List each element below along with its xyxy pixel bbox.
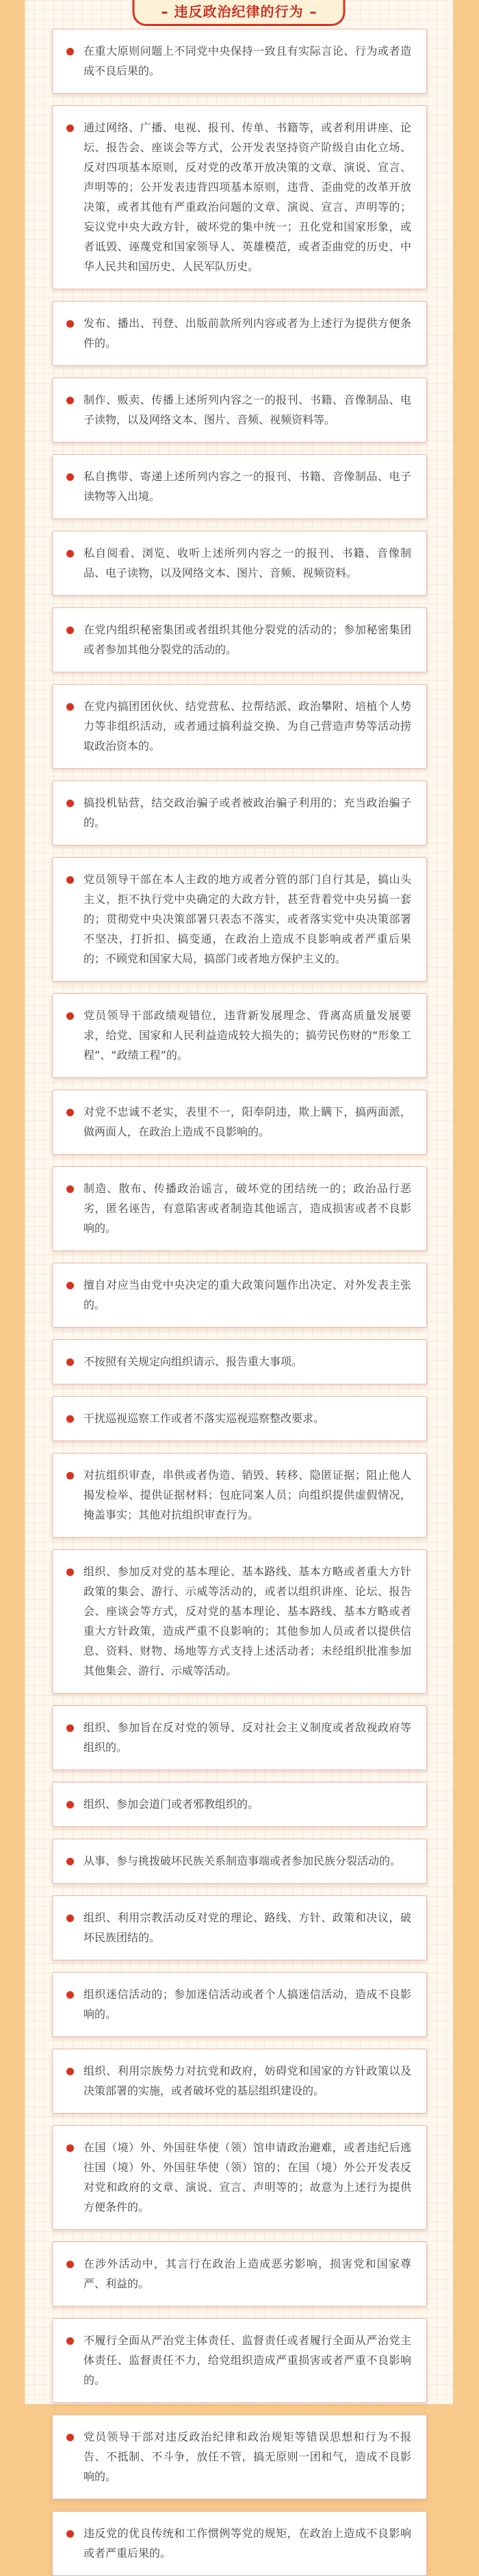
violation-list xyxy=(52,29,427,2576)
bullet-dot-icon xyxy=(66,1801,74,1809)
violation-text: 党员领导干部对违反政治纪律和政治规矩等错误思想和行为不报告、不抵制、不斗争，放任不管，搞无原则一团和气，造成不良影响的。 xyxy=(83,2430,411,2483)
bullet-dot-icon xyxy=(66,800,74,807)
violation-card xyxy=(52,2415,427,2499)
violation-text: 发布、播出、刊登、出版前款所列内容或者为上述行为提供方便条件的。 xyxy=(83,317,411,350)
violation-card xyxy=(52,2242,427,2306)
violation-text: 制作、贩卖、传播上述所列内容之一的报刊、书籍、音像制品、电子读物，以及网络文本、图片、音频、视频资料等。 xyxy=(83,393,411,426)
violation-card xyxy=(52,2318,427,2403)
bullet-dot-icon xyxy=(66,1915,74,1922)
violation-card xyxy=(52,993,427,1078)
violation-card xyxy=(52,607,427,672)
bullet-dot-icon xyxy=(66,397,74,404)
bullet-dot-icon xyxy=(66,703,74,711)
bullet-dot-icon xyxy=(66,2530,74,2538)
bullet-dot-icon xyxy=(66,48,74,55)
bullet-dot-icon xyxy=(66,473,74,481)
violation-card xyxy=(52,1090,427,1155)
bullet-dot-icon xyxy=(66,124,74,132)
violation-card xyxy=(52,454,427,519)
violation-text: 对抗组织审查，串供或者伪造、销毁、转移、隐匿证据；阻止他人揭发检举、提供证据材料；包庇同案人员；向组织提供虚假情况，掩盖事实；其他对抗组织审查行为。 xyxy=(83,1469,411,1521)
bullet-dot-icon xyxy=(66,2144,74,2152)
bullet-dot-icon xyxy=(66,1858,74,1865)
grid-paper-panel xyxy=(25,0,453,2560)
bullet-dot-icon xyxy=(66,1109,74,1116)
violation-text: 不履行全面从严治党主体责任、监督责任或者履行全面从严治党主体责任、监督责任不力，给党组织造成严重损害或者严重不良影响的。 xyxy=(83,2334,411,2387)
violation-card xyxy=(52,1895,427,1960)
bullet-dot-icon xyxy=(66,1185,74,1193)
violation-card xyxy=(52,105,427,289)
title-left-dash xyxy=(162,12,168,14)
violation-card xyxy=(52,857,427,982)
violation-text: 对党不忠诚不老实，表里不一，阳奉阴违，欺上瞒下，搞两面派，做两面人，在政治上造成不良影响的。 xyxy=(83,1105,411,1138)
violation-text: 党员领导干部在本人主政的地方或者分管的部门自行其是，搞山头主义，拒不执行党中央确定的大政方针，甚至背着党中央另搞一套的；贯彻党中央决策部署只表态不落实，或者落实党中央决策部署不坚决，打折扣、搞变通，在政治上造成不良影响或者严重后果的；不顾党和国家大局，搞部门或者地方保护主义的。 xyxy=(83,873,411,965)
violation-text: 私自携带、寄递上述所列内容之一的报刊、书籍、音像制品、电子读物等入出境。 xyxy=(83,470,411,503)
violation-card xyxy=(52,1782,427,1827)
violation-text: 搞投机钻营，结交政治骗子或者被政治骗子利用的；充当政治骗子的。 xyxy=(83,796,411,829)
violation-text: 在党内搞团团伙伙、结党营私、拉帮结派、政治攀附、培植个人势力等非组织活动，或者通过搞利益交换、为自己营造声势等活动捞取政治资本的。 xyxy=(83,700,411,752)
violation-card xyxy=(52,780,427,845)
bullet-dot-icon xyxy=(66,2068,74,2075)
violation-card xyxy=(52,2049,427,2114)
bullet-dot-icon xyxy=(66,550,74,557)
violation-card xyxy=(52,1166,427,1251)
violation-text: 制造、散布、传播政治谣言，破坏党的团结统一的；政治品行恶劣，匿名诬告，有意陷害或者制造其他谣言，造成损害或者不良影响的。 xyxy=(83,1182,411,1235)
title-right-dash xyxy=(311,12,316,14)
violation-card xyxy=(52,1839,427,1884)
bullet-dot-icon xyxy=(66,320,74,328)
violation-text: 私自阅看、浏览、收听上述所列内容之一的报刊、书籍、音像制品、电子读物，以及网络文本、图片、音频、视频资料。 xyxy=(83,547,411,579)
bullet-dot-icon xyxy=(66,1724,74,1732)
violation-text: 违反党的优良传统和工作惯例等党的规矩，在政治上造成不良影响或者严重后果的。 xyxy=(83,2527,411,2560)
bullet-dot-icon xyxy=(66,2434,74,2441)
violation-card xyxy=(52,1263,427,1328)
violation-card xyxy=(52,378,427,443)
violation-text: 在党内组织秘密集团或者组织其他分裂党的活动的；参加秘密集团或者参加其他分裂党的活动的。 xyxy=(83,623,411,656)
bullet-dot-icon xyxy=(66,876,74,884)
violation-text: 组织、参加旨在反对党的领导、反对社会主义制度或者敌视政府等组织的。 xyxy=(83,1721,411,1754)
bullet-dot-icon xyxy=(66,1358,74,1366)
section-title: 违反政治纪律的行为 xyxy=(174,3,304,20)
violation-text: 在国（境）外、外国驻华使（领）馆申请政治避难，或者违纪后逃往国（境）外、外国驻华使（领）馆的；在国（境）外公开发表反对党和政府的文章、演说、宣言、声明等的；故意为上述行为提供方便条件的。 xyxy=(83,2141,411,2213)
violation-text: 不按照有关规定向组织请示、报告重大事项。 xyxy=(83,1355,303,1368)
violation-text: 擅自对应当由党中央决定的重大政策问题作出决定、对外发表主张的。 xyxy=(83,1278,411,1311)
violation-card xyxy=(52,684,427,769)
bullet-dot-icon xyxy=(66,2261,74,2268)
violation-text: 组织、参加反对党的基本理论、基本路线、基本方略或者重大方针政策的集会、游行、示威等活动的，或者以组织讲座、论坛、报告会、座谈会等方式，反对党的基本理论、基本路线、基本方略或者重大方针政策，造成严重不良影响的；其他参加人员或者以提供信息、资料、财物、场地等方式支持上述活动者；未经组织批准参加其他集会、游行、示威等活动。 xyxy=(83,1565,411,1677)
violation-text: 组织、利用宗教活动反对党的理论、路线、方针、政策和决议，破坏民族团结的。 xyxy=(83,1911,411,1944)
violation-text: 从事、参与挑拨破坏民族关系制造事端或者参加民族分裂活动的。 xyxy=(83,1854,402,1867)
violation-text: 组织、参加会道门或者邪教组织的。 xyxy=(83,1798,259,1811)
violation-text: 组织迷信活动的；参加迷信活动或者个人搞迷信活动，造成不良影响的。 xyxy=(83,1988,411,2021)
violation-card xyxy=(52,531,427,596)
bullet-dot-icon xyxy=(66,1568,74,1576)
bullet-dot-icon xyxy=(66,1282,74,1289)
violation-card xyxy=(52,1549,427,1694)
violation-text: 通过网络、广播、电视、报刊、传单、书籍等，或者利用讲座、论坛、报告会、座谈会等方式，公开发表坚持资产阶级自由化立场、反对四项基本原则，反对党的改革开放决策的文章、演说、宣言、声明等的；公开发表违背四项基本原则，违背、歪曲党的改革开放决策，或者其他有严重政治问题的文章、演说、宣言、声明等的；妄议党中央大政方针，破坏党的集中统一；丑化党和国家形象，或者诋毁、诬蔑党和国家领导人、英雄模范，或者歪曲党的历史、中华人民共和国历史、人民军队历史。 xyxy=(83,121,411,273)
violation-card xyxy=(52,1972,427,2037)
violation-text: 在涉外活动中，其言行在政治上造成恶劣影响，损害党和国家尊严、利益的。 xyxy=(83,2257,411,2290)
violation-card xyxy=(52,29,427,94)
violation-text: 在重大原则问题上不同党中央保持一致且有实际言论、行为或者造成不良后果的。 xyxy=(83,44,411,77)
violation-text: 干扰巡视巡察工作或者不落实巡视巡察整改要求。 xyxy=(83,1412,325,1425)
section-title-banner xyxy=(133,0,346,26)
violation-text: 组织、利用宗族势力对抗党和政府，妨碍党和国家的方针政策以及决策部署的实施，或者破坏党的基层组织建设的。 xyxy=(83,2064,411,2097)
violation-text: 党员领导干部政绩观错位，违背新发展理念、背离高质量发展要求，给党、国家和人民利益造成较大损失的；搞劳民伤财的“形象工程”、“政绩工程”的。 xyxy=(83,1009,411,1062)
bullet-dot-icon xyxy=(66,1472,74,1480)
violation-card xyxy=(52,1339,427,1384)
bullet-dot-icon xyxy=(66,1012,74,1020)
violation-card xyxy=(52,1396,427,1441)
bullet-dot-icon xyxy=(66,1991,74,1999)
violation-card xyxy=(52,301,427,366)
bullet-dot-icon xyxy=(66,1415,74,1423)
bullet-dot-icon xyxy=(66,627,74,634)
bullet-dot-icon xyxy=(66,2337,74,2345)
violation-card xyxy=(52,2511,427,2576)
violation-card xyxy=(52,1453,427,1538)
violation-card xyxy=(52,2125,427,2230)
violation-card xyxy=(52,1705,427,1770)
